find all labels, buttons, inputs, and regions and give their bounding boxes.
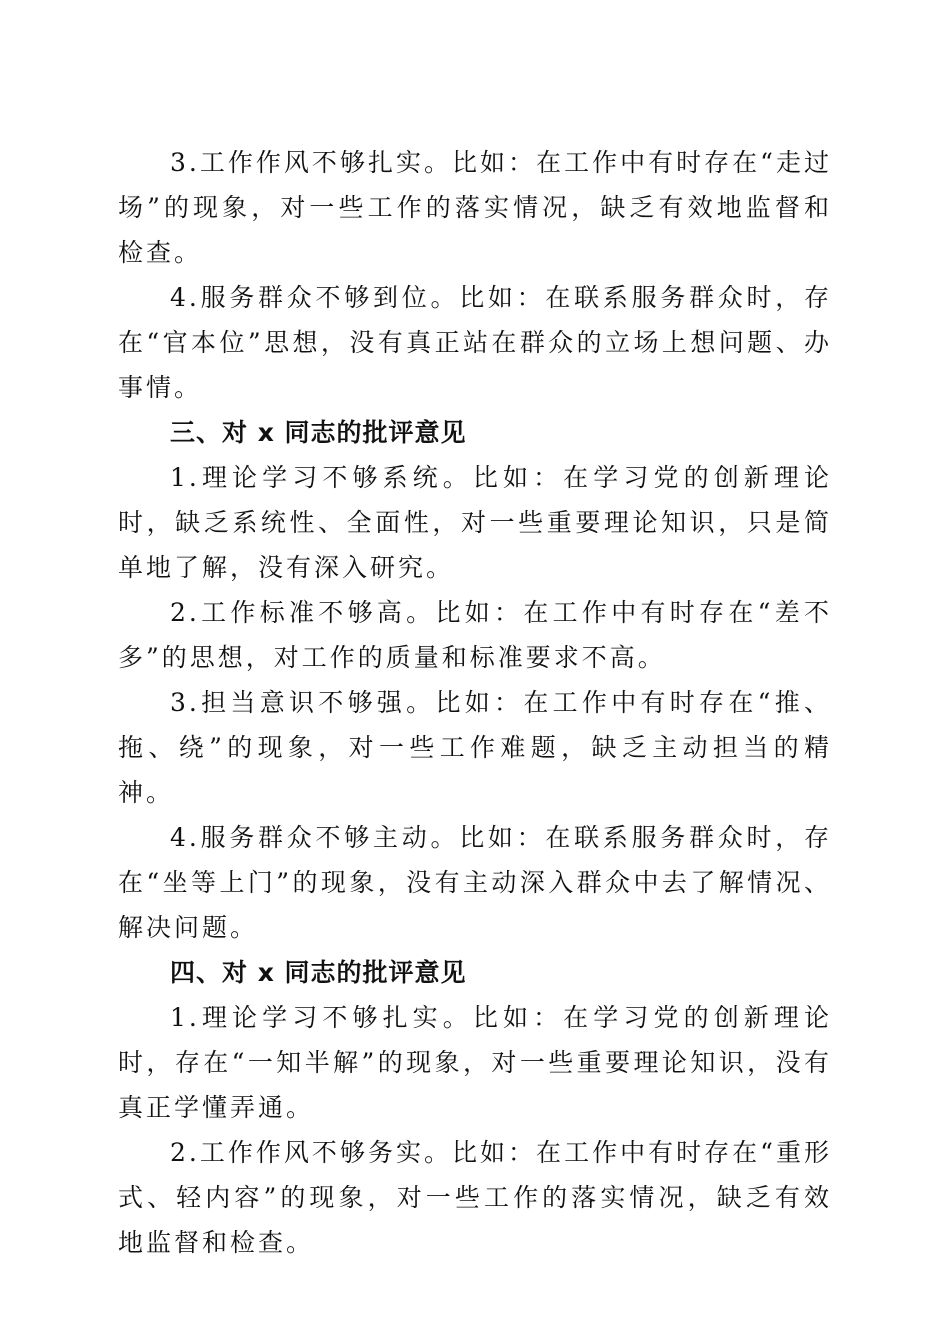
paragraph-2-4: 4.服务群众不够到位。比如：在联系服务群众时，存在“官本位”思想，没有真正站在群众的立场上想问题、办事情。 <box>118 283 832 402</box>
paragraph-4-1: 1.理论学习不够扎实。比如：在学习党的创新理论时，存在“一知半解”的现象，对一些重要理论知识，没有真正学懂弄通。 <box>118 1003 832 1122</box>
paragraph-3-1: 1.理论学习不够系统。比如：在学习党的创新理论时，缺乏系统性、全面性，对一些重要理论知识，只是简单地了解，没有深入研究。 <box>118 463 832 582</box>
section-heading-3: 三、对 x 同志的批评意见 <box>170 418 467 447</box>
paragraph-4-2: 2.工作作风不够务实。比如：在工作中有时存在“重形式、轻内容”的现象，对一些工作的落实情况，缺乏有效地监督和检查。 <box>118 1138 832 1257</box>
document-body <box>118 140 832 1265</box>
paragraph-3-3: 3.担当意识不够强。比如：在工作中有时存在“推、拖、绕”的现象，对一些工作难题，缺乏主动担当的精神。 <box>118 688 832 807</box>
section-heading-4: 四、对 x 同志的批评意见 <box>170 958 467 987</box>
paragraph-2-3: 3.工作作风不够扎实。比如：在工作中有时存在“走过场”的现象，对一些工作的落实情况，缺乏有效地监督和检查。 <box>118 148 832 267</box>
paragraph-3-4: 4.服务群众不够主动。比如：在联系服务群众时，存在“坐等上门”的现象，没有主动深入群众中去了解情况、解决问题。 <box>118 823 832 942</box>
paragraph-3-2: 2.工作标准不够高。比如：在工作中有时存在“差不多”的思想，对工作的质量和标准要求不高。 <box>118 598 832 672</box>
